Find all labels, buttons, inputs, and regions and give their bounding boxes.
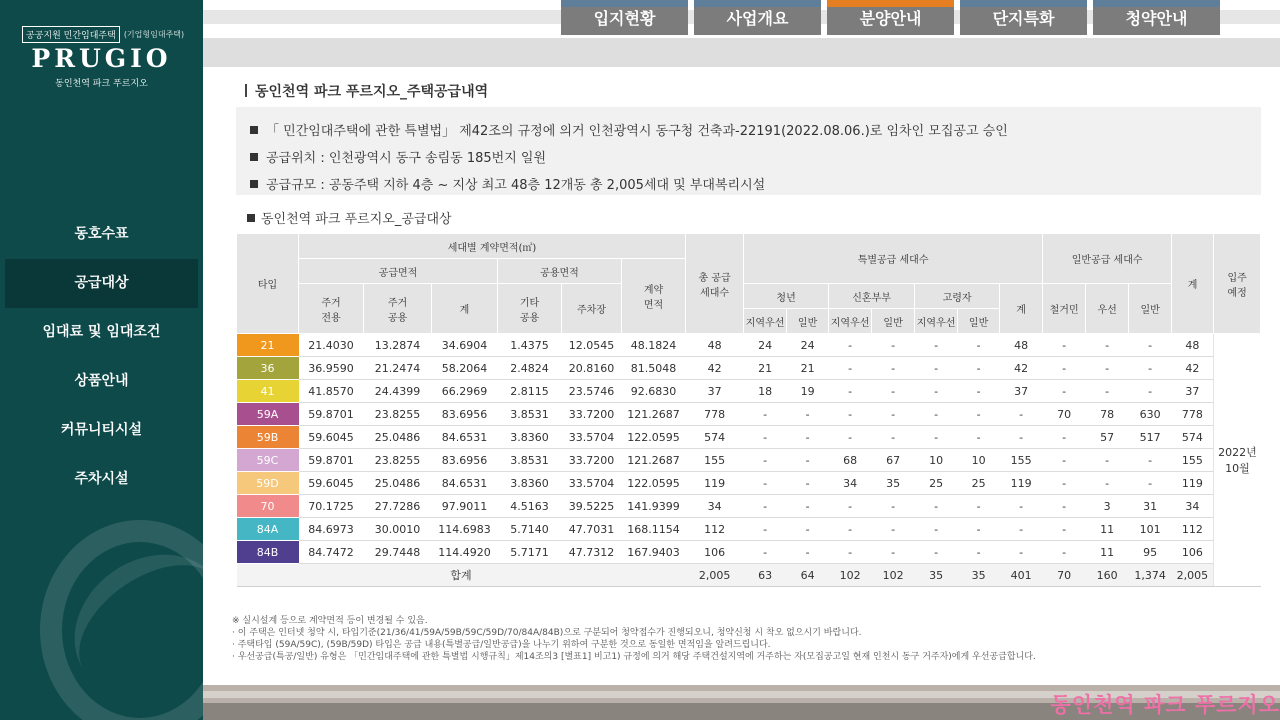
table-cell: -: [1043, 495, 1086, 518]
table-cell: -: [787, 426, 829, 449]
elderly-regional-header: 지역우선: [915, 309, 958, 334]
table-cell: 25: [915, 472, 958, 495]
table-cell: 58.2064: [432, 357, 498, 380]
bullet-square-icon: [247, 214, 255, 222]
table-cell: -: [958, 334, 1000, 357]
table-cell: 119: [1000, 472, 1043, 495]
table-cell: 106: [1172, 541, 1214, 564]
table-cell: 66.2969: [432, 380, 498, 403]
elderly-general-header: 일반: [958, 309, 1000, 334]
table-cell: 11: [1086, 541, 1129, 564]
table-cell: -: [958, 518, 1000, 541]
table-cell: 33.7200: [562, 403, 622, 426]
res-private-header: 주거 전용: [299, 284, 364, 334]
type-cell: 70: [237, 495, 299, 518]
table-cell: 20.8160: [562, 357, 622, 380]
table-cell: 3.8531: [498, 403, 562, 426]
supply-table: [236, 233, 1261, 587]
table-cell: -: [787, 541, 829, 564]
table-cell: -: [958, 403, 1000, 426]
special-sum-header: 계: [1000, 284, 1043, 334]
table-cell: 48.1824: [622, 334, 686, 357]
table-cell: 37: [1000, 380, 1043, 403]
tab-overview[interactable]: 사업개요: [694, 0, 821, 35]
area-group-header: 세대별 계약면적(㎡): [299, 234, 686, 259]
total-row: [237, 564, 1261, 587]
table-cell: 33.5704: [562, 426, 622, 449]
table-cell: -: [829, 334, 872, 357]
table-cell: -: [872, 380, 915, 403]
supply-table-wrap: [236, 233, 1261, 587]
table-cell: -: [1043, 357, 1086, 380]
table-cell: 70.1725: [299, 495, 364, 518]
notes: [232, 615, 1036, 663]
table-cell: 34: [686, 495, 744, 518]
sidebar-item-unit-table[interactable]: 동호수표: [74, 226, 129, 242]
table-cell: 92.6830: [622, 380, 686, 403]
table-cell: -: [1043, 334, 1086, 357]
col-type-header: 타입: [237, 234, 299, 334]
table-cell: 29.7448: [364, 541, 432, 564]
table-cell: 95: [1129, 541, 1172, 564]
table-cell: 68: [829, 449, 872, 472]
newlywed-header: 신혼부부: [829, 284, 915, 309]
table-cell: 155: [1000, 449, 1043, 472]
table-cell: 23.8255: [364, 403, 432, 426]
area-sum-header: 계: [432, 284, 498, 334]
table-cell: 23.5746: [562, 380, 622, 403]
table-cell: -: [1000, 541, 1043, 564]
table-cell: 106: [686, 541, 744, 564]
table-cell: 3.8531: [498, 449, 562, 472]
table-cell: 47.7031: [562, 518, 622, 541]
table-cell: 13.2874: [364, 334, 432, 357]
table-cell: 574: [1172, 426, 1214, 449]
supply-table-body: [237, 334, 1261, 587]
parking-header: 주차장: [562, 284, 622, 334]
table-cell: 78: [1086, 403, 1129, 426]
table-cell: -: [1043, 380, 1086, 403]
table-cell: 27.7286: [364, 495, 432, 518]
table-cell: 33.7200: [562, 449, 622, 472]
table-cell: -: [915, 495, 958, 518]
table-cell: -: [744, 518, 787, 541]
table-cell: 37: [1172, 380, 1214, 403]
table-cell: 21: [787, 357, 829, 380]
note-line: · 우선공급(특공/일반) 유형은 「민간임대주택에 관한 특별법 시행규칙」제14조의3 [별표1] 비고1) 규정에 의거 해당 주택건설지역에 거주하는 자(모집공고일 현재 인천시 동구 거주자)에게 우선공급합니다.: [232, 652, 1036, 662]
brand-logo[interactable]: PRUGIO: [31, 44, 172, 73]
table-cell: 2.8115: [498, 380, 562, 403]
total-supply-header: 총 공급 세대수: [686, 234, 744, 334]
tab-subscription[interactable]: 청약안내: [1093, 0, 1220, 35]
total-cell: 1,374: [1129, 564, 1172, 587]
table-cell: 12.0545: [562, 334, 622, 357]
special-supply-header: 특별공급 세대수: [744, 234, 1043, 284]
table-cell: -: [1043, 426, 1086, 449]
main-content: [203, 67, 1280, 685]
table-cell: 42: [686, 357, 744, 380]
total-cell: 2,005: [686, 564, 744, 587]
sidebar-item-community[interactable]: 커뮤니티시설: [60, 422, 143, 438]
table-cell: -: [1043, 541, 1086, 564]
table-cell: -: [872, 334, 915, 357]
table-cell: -: [958, 495, 1000, 518]
bullet-square-icon: [250, 180, 258, 188]
sidebar: [0, 0, 203, 720]
table-row: [237, 380, 1261, 403]
note-line: · 이 주택은 인터넷 청약 시, 타입기준(21/36/41/59A/59B/59C/59D/70/84A/84B)으로 구분되어 청약접수가 진행되오니, 청약신청 시 착오 없으시기 바랍니다.: [232, 628, 862, 638]
table-cell: 1.4375: [498, 334, 562, 357]
table-cell: 155: [686, 449, 744, 472]
table-cell: 34: [1172, 495, 1214, 518]
total-cell: 401: [1000, 564, 1043, 587]
table-cell: -: [744, 426, 787, 449]
table-cell: 2.4824: [498, 357, 562, 380]
table-cell: 112: [686, 518, 744, 541]
table-cell: -: [958, 426, 1000, 449]
table-cell: 83.6956: [432, 403, 498, 426]
table-row: [237, 357, 1261, 380]
table-cell: -: [787, 472, 829, 495]
table-cell: -: [744, 495, 787, 518]
type-cell: 84A: [237, 518, 299, 541]
table-cell: 517: [1129, 426, 1172, 449]
table-row: [237, 426, 1261, 449]
note-line: · 주택타입 (59A/59C), (59B/59D) 타입은 공급 내용(특별공급/일반공급)을 나누기 위하여 구분한 것으로 동일한 면적임을 알려드립니다.: [232, 640, 771, 650]
table-cell: -: [829, 380, 872, 403]
page-title: 동인천역 파크 푸르지오_주택공급내역: [245, 81, 488, 101]
table-row: [237, 334, 1261, 357]
table-cell: 31: [1129, 495, 1172, 518]
type-cell: 21: [237, 334, 299, 357]
res-common-header: 주거 공용: [364, 284, 432, 334]
table-cell: -: [829, 403, 872, 426]
youth-regional-header: 지역우선: [744, 309, 787, 334]
table-cell: 5.7140: [498, 518, 562, 541]
table-cell: 778: [1172, 403, 1214, 426]
table-cell: 48: [1000, 334, 1043, 357]
table-cell: 167.9403: [622, 541, 686, 564]
table-cell: -: [1129, 449, 1172, 472]
table-cell: 19: [787, 380, 829, 403]
table-cell: -: [744, 541, 787, 564]
table-cell: -: [915, 518, 958, 541]
table-cell: 4.5163: [498, 495, 562, 518]
table-cell: 3.8360: [498, 426, 562, 449]
top-nav: [561, 0, 1220, 35]
total-cell: 63: [744, 564, 787, 587]
table-cell: 778: [686, 403, 744, 426]
table-cell: -: [829, 357, 872, 380]
table-cell: 33.5704: [562, 472, 622, 495]
table-cell: 21.2474: [364, 357, 432, 380]
table-cell: -: [1043, 518, 1086, 541]
table-row: [237, 449, 1261, 472]
table-cell: 114.4920: [432, 541, 498, 564]
table-cell: -: [1086, 472, 1129, 495]
table-cell: 23.8255: [364, 449, 432, 472]
table-cell: -: [1000, 518, 1043, 541]
table-cell: -: [915, 334, 958, 357]
table-cell: 21: [744, 357, 787, 380]
table-cell: 37: [686, 380, 744, 403]
general-supply-header: 일반공급 세대수: [1043, 234, 1172, 284]
table-cell: -: [1086, 357, 1129, 380]
table-cell: 84.7472: [299, 541, 364, 564]
table-cell: -: [744, 449, 787, 472]
table-cell: 3: [1086, 495, 1129, 518]
table-cell: 30.0010: [364, 518, 432, 541]
table-cell: 34: [829, 472, 872, 495]
table-cell: 24: [744, 334, 787, 357]
table-cell: -: [1129, 357, 1172, 380]
table-cell: 5.7171: [498, 541, 562, 564]
table-cell: 155: [1172, 449, 1214, 472]
priority-header: 우선: [1086, 284, 1129, 334]
table-cell: -: [872, 541, 915, 564]
total-cell: 35: [958, 564, 1000, 587]
total-cell: 70: [1043, 564, 1086, 587]
table-cell: -: [958, 380, 1000, 403]
table-cell: -: [958, 541, 1000, 564]
move-in-header: 입주 예정: [1214, 234, 1261, 334]
table-cell: -: [1000, 426, 1043, 449]
table-cell: -: [1129, 380, 1172, 403]
table-cell: 39.5225: [562, 495, 622, 518]
table-cell: 24: [787, 334, 829, 357]
tab-sales-info[interactable]: 분양안내: [827, 0, 954, 35]
table-cell: -: [872, 518, 915, 541]
table-cell: 24.4399: [364, 380, 432, 403]
etc-common-header: 기타 공용: [498, 284, 562, 334]
total-cell: 102: [872, 564, 915, 587]
table-cell: -: [787, 495, 829, 518]
table-cell: -: [1129, 472, 1172, 495]
table-cell: 10: [915, 449, 958, 472]
info-line-scale: 공급규모 : 공동주택 지하 4층 ~ 지상 최고 48층 12개동 총 2,005세대 및 부대복리시설: [250, 174, 765, 193]
table-cell: -: [915, 541, 958, 564]
common-area-header: 공용면적: [498, 259, 622, 284]
tab-features[interactable]: 단지특화: [960, 0, 1087, 35]
table-cell: -: [872, 403, 915, 426]
table-cell: 41.8570: [299, 380, 364, 403]
bullet-square-icon: [250, 126, 258, 134]
type-cell: 59D: [237, 472, 299, 495]
note-line: ※ 실시설계 등으로 계약면적 등이 변경될 수 있음.: [232, 616, 428, 626]
table-title: 동인천역 파크 푸르지오_공급대상: [247, 208, 452, 227]
newlywed-regional-header: 지역우선: [829, 309, 872, 334]
type-cell: 59C: [237, 449, 299, 472]
info-line-location: 공급위치 : 인천광역시 동구 송림동 185번지 일원: [250, 147, 546, 166]
total-cell: 102: [829, 564, 872, 587]
table-cell: -: [744, 472, 787, 495]
contract-area-header: 계약 면적: [622, 259, 686, 334]
table-cell: 101: [1129, 518, 1172, 541]
sidebar-item-parking[interactable]: 주차시설: [74, 471, 129, 487]
table-cell: 121.2687: [622, 449, 686, 472]
table-cell: 168.1154: [622, 518, 686, 541]
general-header: 일반: [1129, 284, 1172, 334]
table-cell: -: [915, 380, 958, 403]
table-row: [237, 472, 1261, 495]
header-band: [203, 38, 1280, 67]
table-cell: -: [1000, 403, 1043, 426]
table-cell: 97.9011: [432, 495, 498, 518]
youth-general-header: 일반: [787, 309, 829, 334]
table-cell: -: [829, 541, 872, 564]
table-cell: 141.9399: [622, 495, 686, 518]
table-cell: -: [1086, 380, 1129, 403]
table-cell: 21.4030: [299, 334, 364, 357]
table-cell: 34.6904: [432, 334, 498, 357]
sidebar-menu: [0, 210, 203, 504]
table-row: [237, 518, 1261, 541]
table-cell: -: [915, 426, 958, 449]
table-cell: -: [787, 518, 829, 541]
table-cell: 119: [686, 472, 744, 495]
table-cell: 25.0486: [364, 472, 432, 495]
table-cell: 84.6531: [432, 426, 498, 449]
table-cell: 3.8360: [498, 472, 562, 495]
brand-tag: 공공지원 민간임대주택 (기업형임대주택): [22, 26, 184, 43]
type-cell: 36: [237, 357, 299, 380]
info-box: [236, 107, 1261, 195]
table-cell: -: [744, 403, 787, 426]
type-cell: 41: [237, 380, 299, 403]
table-cell: -: [1043, 449, 1086, 472]
table-cell: -: [1129, 334, 1172, 357]
table-cell: 57: [1086, 426, 1129, 449]
table-cell: 59.8701: [299, 449, 364, 472]
table-cell: 18: [744, 380, 787, 403]
table-cell: 36.9590: [299, 357, 364, 380]
table-cell: 122.0595: [622, 426, 686, 449]
table-cell: -: [829, 495, 872, 518]
table-cell: 67: [872, 449, 915, 472]
type-cell: 59A: [237, 403, 299, 426]
table-cell: -: [872, 357, 915, 380]
table-cell: 48: [1172, 334, 1214, 357]
table-cell: 122.0595: [622, 472, 686, 495]
evictee-header: 철거민: [1043, 284, 1086, 334]
table-cell: 11: [1086, 518, 1129, 541]
table-cell: -: [787, 449, 829, 472]
table-cell: 84.6973: [299, 518, 364, 541]
grand-total-header: 계: [1172, 234, 1214, 334]
table-cell: 121.2687: [622, 403, 686, 426]
table-cell: -: [787, 403, 829, 426]
table-cell: -: [1086, 334, 1129, 357]
total-cell: 35: [915, 564, 958, 587]
newlywed-general-header: 일반: [872, 309, 915, 334]
table-cell: -: [1086, 449, 1129, 472]
table-cell: 119: [1172, 472, 1214, 495]
total-cell: 160: [1086, 564, 1129, 587]
table-cell: -: [915, 403, 958, 426]
table-cell: 42: [1172, 357, 1214, 380]
table-cell: 35: [872, 472, 915, 495]
total-cell: 64: [787, 564, 829, 587]
table-cell: 630: [1129, 403, 1172, 426]
watermark: 동인천역 파크 푸르지오: [1050, 693, 1280, 717]
sidebar-item-product-info[interactable]: 상품안내: [74, 373, 129, 389]
table-cell: -: [872, 495, 915, 518]
table-row: [237, 403, 1261, 426]
sidebar-item-rent-conditions[interactable]: 임대료 및 임대조건: [42, 324, 161, 340]
table-cell: -: [872, 426, 915, 449]
youth-header: 청년: [744, 284, 829, 309]
table-cell: -: [915, 357, 958, 380]
table-cell: -: [1043, 472, 1086, 495]
table-cell: -: [829, 518, 872, 541]
table-cell: 59.8701: [299, 403, 364, 426]
table-cell: 59.6045: [299, 472, 364, 495]
table-cell: 574: [686, 426, 744, 449]
supply-area-header: 공급면적: [299, 259, 498, 284]
table-cell: 25: [958, 472, 1000, 495]
table-cell: 81.5048: [622, 357, 686, 380]
total-cell: 2,005: [1172, 564, 1214, 587]
table-cell: 47.7312: [562, 541, 622, 564]
table-cell: 48: [686, 334, 744, 357]
tab-location[interactable]: 입지현황: [561, 0, 688, 35]
type-cell: 59B: [237, 426, 299, 449]
table-cell: 25.0486: [364, 426, 432, 449]
table-cell: 42: [1000, 357, 1043, 380]
table-cell: 59.6045: [299, 426, 364, 449]
table-cell: -: [1000, 495, 1043, 518]
table-cell: 10: [958, 449, 1000, 472]
info-line-approval: 「 민간임대주택에 관한 특별법」 제42조의 규정에 의거 인천광역시 동구청 건축과-22191(2022.08.06.)로 임차인 모집공고 승인: [250, 120, 1008, 139]
move-in-date-cell: 2022년 10월: [1214, 334, 1261, 587]
table-cell: 83.6956: [432, 449, 498, 472]
table-cell: 70: [1043, 403, 1086, 426]
brand-subtitle: 동인천역 파크 푸르지오: [55, 79, 148, 89]
sidebar-item-supply-target[interactable]: 공급대상: [5, 259, 198, 308]
table-row: [237, 541, 1261, 564]
table-cell: 114.6983: [432, 518, 498, 541]
title-bar-icon: [245, 84, 247, 97]
table-cell: -: [829, 426, 872, 449]
table-cell: 112: [1172, 518, 1214, 541]
table-cell: 84.6531: [432, 472, 498, 495]
bullet-square-icon: [250, 153, 258, 161]
table-row: [237, 495, 1261, 518]
elderly-header: 고령자: [915, 284, 1000, 309]
total-label: 합계: [237, 564, 686, 587]
table-cell: -: [958, 357, 1000, 380]
type-cell: 84B: [237, 541, 299, 564]
